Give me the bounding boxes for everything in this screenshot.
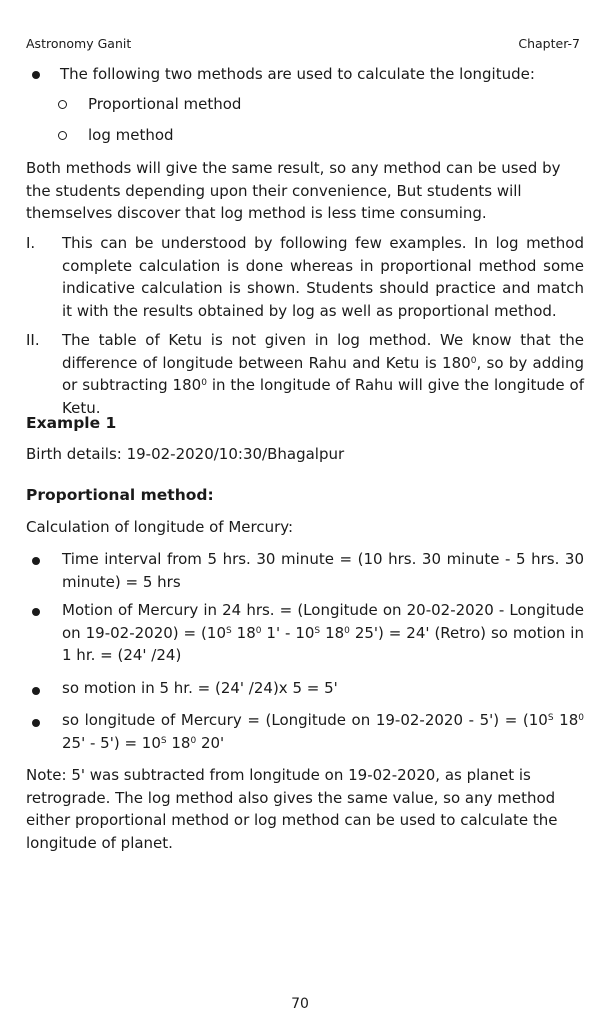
circle-bullet-icon	[58, 100, 67, 109]
page-number: 70	[291, 996, 309, 1012]
birth-details: Birth details: 19-02-2020/10:30/Bhagalpur	[26, 445, 345, 463]
bullet-icon	[32, 71, 40, 79]
note-paragraph: Note: 5' was subtracted from longitude on 19-02-2020, as planet is retrograde. The log method also gives the same value, so any method either proportional method or log method can be used to calculate the longitude of planet.	[26, 766, 558, 852]
bullet-icon	[32, 687, 40, 695]
intro-bullet-text: The following two methods are used to calculate the longitude:	[60, 65, 535, 83]
roman-item-text: This can be understood by following few examples. In log method complete calculation is done whereas in proportional method some indicative calculation is shown. Students should practice and match it with the results obtained by log as well as proportional method.	[62, 234, 584, 320]
calc-bullet-time-interval: Time interval from 5 hrs. 30 minute = (10 hrs. 30 minute - 5 hrs. 30 minute) = 5 hrs	[62, 550, 584, 591]
bullet-icon	[32, 719, 40, 727]
paragraph-methods-comparison: Both methods will give the same result, so any method can be used by the students depending upon their convenience, But students will themselves discover that log method is less time consuming.	[26, 159, 561, 222]
bullet-icon	[32, 608, 40, 616]
circle-bullet-icon	[58, 131, 67, 140]
method-item: Proportional method	[88, 95, 242, 113]
method-item: log method	[88, 126, 174, 144]
calc-bullet-motion-5hr: so motion in 5 hr. = (24' /24)x 5 = 5'	[62, 679, 338, 697]
roman-item-text: The table of Ketu is not given in log method. We know that the difference of longitude between Rahu and Ketu is $180^0$, so by adding or subtracting $180^0$ in the longitude of Rahu will give the longitude of Ketu.	[62, 331, 584, 417]
example-heading: Example 1	[26, 414, 117, 432]
calc-bullet-longitude: so longitude of Mercury = (Longitude on $19-02-2020 - 5') = (10^S$ $18^0$ $25' - 5') = 10^S$ $18^0$ 20'	[62, 711, 584, 752]
proportional-method-heading: Proportional method:	[26, 486, 214, 504]
running-header-chapter: Chapter-7	[518, 36, 580, 51]
calc-bullet-motion: Motion of Mercury in 24 hrs. = (Longitude on 20-02-2020 - Longitude on $19-02-2020) = (10^S$ $18^0$ $1' - 10^S$ $18^0$ 25') = 24' (Retro) so motion in 1 hr. = (24' /24)	[62, 601, 584, 664]
bullet-icon	[32, 557, 40, 565]
roman-marker: I.	[26, 234, 36, 252]
running-header-title: Astronomy Ganit	[26, 36, 132, 51]
roman-marker: II.	[26, 331, 40, 349]
calculation-intro: Calculation of longitude of Mercury:	[26, 518, 294, 536]
